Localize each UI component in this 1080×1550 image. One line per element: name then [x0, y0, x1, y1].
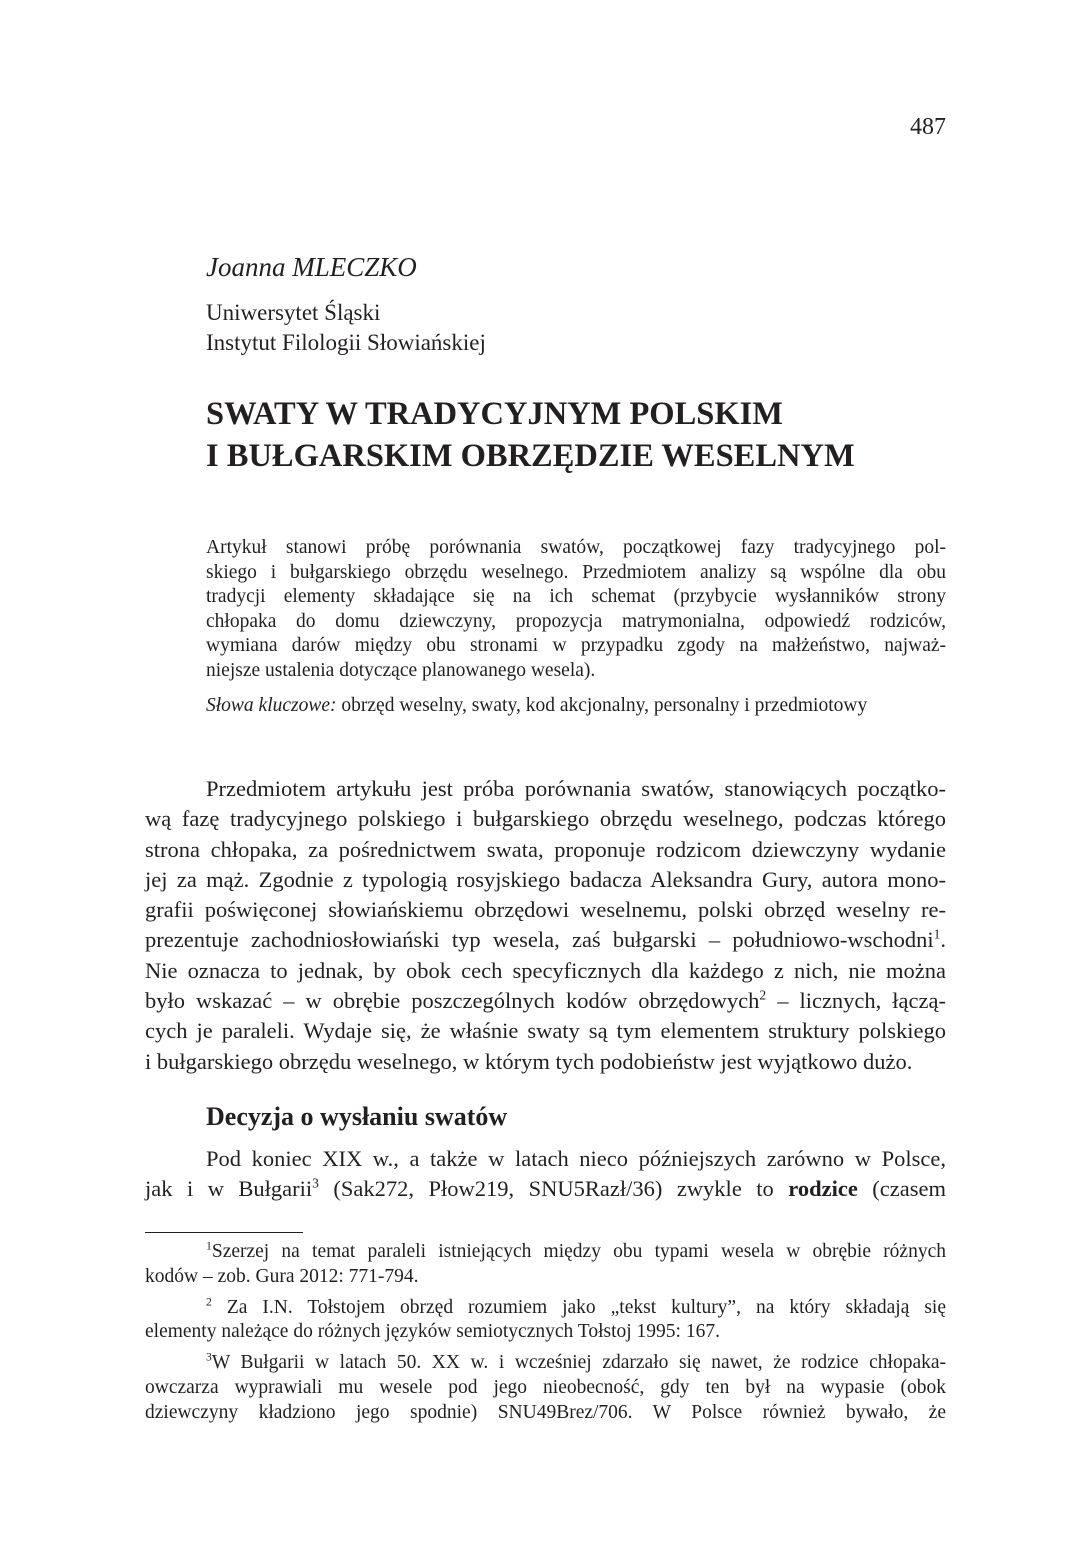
affiliation: [206, 298, 486, 358]
keywords-label: Słowa kluczowe:: [206, 695, 337, 716]
footnote-number: 3: [206, 1350, 212, 1364]
abstract: [206, 536, 946, 719]
footnote-text: W Bułgarii w latach 50. XX w. i wcześniej zdarzało się nawet, że rodzice chłopaka-: [211, 1352, 946, 1374]
body-line-text: było wskazać – w obrębie poszczególnych kodów obrzędowych: [145, 988, 760, 1014]
body-line: cych je paraleli. Wydaje się, że właśnie swaty są tym elementem struktury polskiego: [145, 1018, 946, 1044]
body-line: strona chłopaka, za pośrednictwem swata, proponuje rodzicom dziewczyny wydanie: [145, 836, 946, 862]
affiliation-university: Uniwersytet Śląski: [206, 300, 381, 325]
body-line-text: jak i w Bułgarii: [145, 1176, 313, 1202]
body-line: wą fazę tradycyjnego polskiego i bułgarskiego obrzędu weselnego, podczas którego: [145, 806, 946, 832]
body-line: i bułgarskiego obrzędu weselnego, w którym tych podobieństw jest wyjątkowo dużo.: [145, 1048, 913, 1074]
footnote-line: kodów – zob. Gura 2012: 771-794.: [145, 1265, 419, 1287]
abstract-line: skiego i bułgarskiego obrzędu weselnego. Przedmiotem analizy są wspólne dla obu: [206, 561, 946, 583]
abstract-line: wymiana darów między obu stronami w przypadku zgody na małżeństwo, najważ-: [206, 635, 946, 656]
footnotes: [145, 1240, 946, 1432]
body-line-tail: – licznych, łączą-: [766, 988, 946, 1014]
body-line-end: .: [940, 927, 946, 953]
article-title: [206, 393, 855, 477]
footnote-line: owczarza wyprawiali mu wesele pod jego nieobecność, gdy ten był na wypasie (obok: [145, 1376, 946, 1398]
footnote-ref[interactable]: 1: [933, 926, 941, 942]
footnote-ref[interactable]: 3: [312, 1175, 319, 1191]
footnote: [145, 1296, 946, 1346]
section-heading: Decyzja o wysłaniu swatów: [206, 1102, 508, 1131]
body-line: [145, 1174, 946, 1204]
body-line-text: (Sak272, Płow219, SNU5Razł/36) zwykle to: [318, 1176, 789, 1202]
author-name: Joanna MLECZKO: [206, 252, 417, 282]
bold-term: rodzice: [788, 1176, 858, 1202]
footnote-line: elementy należące do różnych języków semiotycznych Tołstoj 1995: 167.: [145, 1321, 720, 1343]
body-line: [145, 925, 946, 955]
body-line: [145, 986, 946, 1016]
footnote-text: Za I.N. Tołstojem obrzęd rozumiem jako „tekst kultury”, na który składają się: [226, 1296, 946, 1318]
footnote-number: 1: [206, 1239, 212, 1253]
body-paragraph: [145, 774, 946, 1077]
body-line: grafii poświęconej słowiańskiemu obrzędowi weselnemu, polski obrzęd weselny re-: [145, 897, 946, 923]
section-paragraph: [145, 1144, 946, 1205]
page-number: 487: [910, 114, 946, 140]
abstract-line: tradycji elementy składające się na ich schemat (przybycie wysłanników strony: [206, 586, 946, 607]
footnote-number: 2: [206, 1295, 212, 1309]
title-line: I BUŁGARSKIM OBRZĘDZIE WESELNYM: [206, 438, 855, 474]
footnote-line: [145, 1351, 946, 1376]
abstract-line: Artykuł stanowi próbę porównania swatów, początkowej fazy tradycyjnego pol-: [206, 537, 946, 558]
body-line: Przedmiotem artykułu jest próba porównania swatów, stanowiących początko-: [206, 776, 946, 801]
body-line: Nie oznacza to jednak, by obok cech specyficznych dla każdego z nich, nie można: [145, 957, 946, 983]
footnote-divider: [145, 1232, 303, 1233]
abstract-line: niejsze ustalenia dotyczące planowanego wesela).: [206, 659, 596, 681]
footnote: [145, 1351, 946, 1425]
affiliation-institute: Instytut Filologii Słowiańskiej: [206, 330, 486, 355]
footnote-line: [145, 1240, 946, 1265]
body-line: jej za mąż. Zgodnie z typologią rosyjskiego badacza Aleksandra Gury, autora mono-: [145, 866, 946, 892]
keywords: [206, 694, 946, 719]
abstract-line: chłopaka do domu dziewczyny, propozycja matrymonialna, odpowiedź rodziców,: [206, 610, 946, 632]
body-line-text: (czasem: [857, 1176, 947, 1202]
keywords-list: obrzęd weselny, swaty, kod akcjonalny, personalny i przedmiotowy: [341, 695, 868, 716]
footnote-line: dziewczyny kładziono jego spodnie) SNU49Brez/706. W Polsce również bywało, że: [145, 1401, 946, 1423]
body-line: Pod koniec XIX w., a także w latach nieco późniejszych zarówno w Polsce,: [206, 1146, 946, 1171]
footnote: [145, 1240, 946, 1290]
footnote-text: Szerzej na temat paraleli istniejących między obu typami wesela w obrębie różnych: [211, 1241, 946, 1262]
body-line-text: prezentuje zachodniosłowiański typ wesela, zaś bułgarski – południowo-wschodni: [145, 927, 934, 953]
footnote-ref[interactable]: 2: [759, 987, 767, 1003]
title-line: SWATY W TRADYCYJNYM POLSKIM: [206, 396, 783, 432]
footnote-line: [145, 1296, 946, 1321]
